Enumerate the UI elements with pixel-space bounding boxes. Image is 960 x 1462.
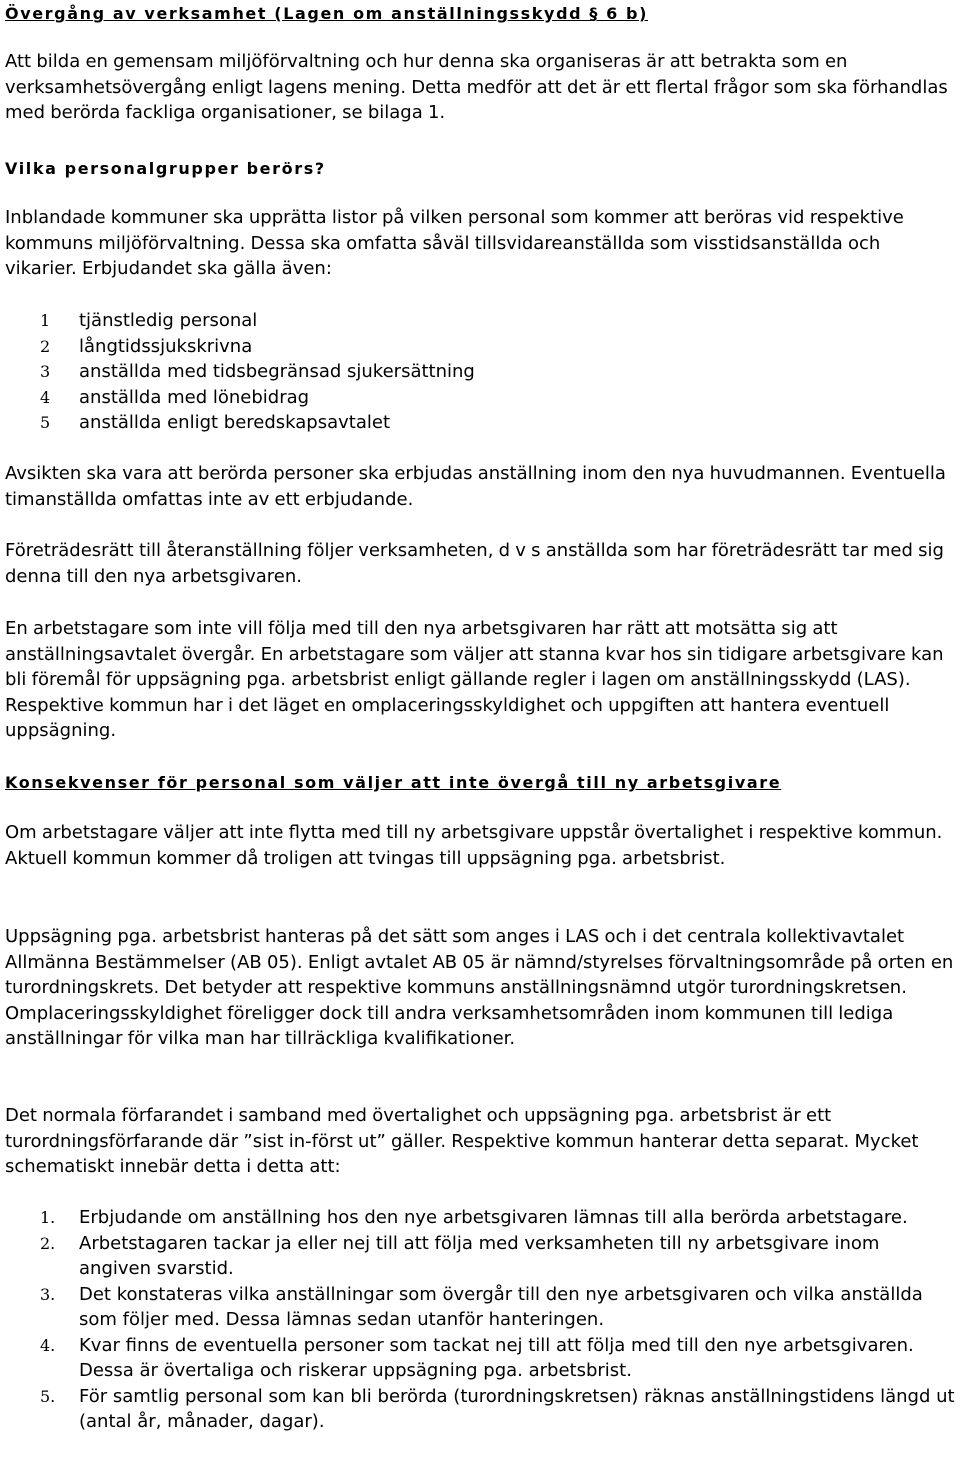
list-item (5, 1282, 957, 1333)
list-item-text: Erbjudande om anställning hos den nye arbetsgivaren lämnas till alla berörda arbetstagare. (79, 1207, 908, 1228)
list-item-text: anställda enligt beredskapsavtalet (79, 412, 391, 433)
paragraph-uppsagning: Uppsägning pga. arbetsbrist hanteras på det sätt som anges i LAS och i det centrala kollektivavtalet Allmänna Bestämmelser (AB 05). Enligt avtalet AB 05 är nämnd/styrelses förvaltningsområde på orten en turordningskrets. Det betyder att respektive kommuns anställningsnämnd utgör turordningskretsen. Omplaceringsskyldighet föreligger dock till andra verksamhetsområden inom kommunen till lediga anställningar för vilka man har tillräckliga kvalifikationer. (5, 926, 954, 1049)
list-number: 5. (40, 1386, 56, 1406)
procedure-steps-list (5, 1205, 957, 1435)
list-number: 2 (40, 336, 51, 356)
list-item (5, 308, 957, 334)
list-item (5, 334, 957, 360)
list-item (5, 1384, 957, 1435)
list-item (5, 1333, 957, 1384)
personnel-group-list (5, 308, 957, 436)
list-number: 5 (40, 413, 51, 432)
list-item (5, 410, 957, 436)
paragraph-foretradesratt: Företrädesrätt till återanställning följer verksamheten, d v s anställda som har företrädesrätt tar med sig denna till den nya arbetsgivaren. (5, 540, 944, 587)
list-number: 1 (40, 311, 51, 330)
paragraph-avsikten: Avsikten ska vara att berörda personer ska erbjudas anställning inom den nya huvudmannen. Eventuella timanställda omfattas inte av ett erbjudande. (5, 463, 946, 510)
paragraph-intro: Att bilda en gemensam miljöförvaltning och hur denna ska organiseras är att betrakta som en verksamhetsövergång enligt lagens mening. Detta medför att det är ett flertal frågor som ska förhandlas med berörda fackliga organisationer, se bilaga 1. (5, 51, 948, 123)
list-item (5, 1231, 957, 1282)
list-number: 1. (40, 1208, 56, 1227)
list-number: 2. (40, 1233, 56, 1253)
list-item (5, 385, 957, 411)
list-number: 4. (40, 1335, 56, 1355)
list-item-text: Arbetstagaren tackar ja eller nej till att följa med verksamheten till ny arbetsgivare inom angiven svarstid. (79, 1232, 880, 1279)
list-number: 3 (40, 362, 51, 381)
paragraph-overtalighet: Om arbetstagare väljer att inte flytta med till ny arbetsgivare uppstår övertalighet i respektive kommun. Aktuell kommun kommer då troligen att tvingas till uppsägning pga. arbetsbrist. (5, 822, 943, 869)
heading-konsekvenser: Konsekvenser för personal som väljer att inte övergå till ny arbetsgivare (5, 773, 782, 792)
list-item-text: långtidssjukskrivna (79, 335, 253, 357)
list-item-text: tjänstledig personal (79, 310, 258, 331)
list-item-text: Kvar finns de eventuella personer som tackat nej till att följa med till den nye arbetsgivaren. Dessa är övertaliga och riskerar uppsägning pga. arbetsbrist. (79, 1334, 914, 1381)
paragraph-forfarandet: Det normala förfarandet i samband med övertalighet och uppsägning pga. arbetsbrist är ett turordningsförfarande där ”sist in-först ut” gäller. Respektive kommun hanterar detta separat. Mycket schematiskt innebär detta i detta att: (5, 1105, 919, 1177)
list-number: 3. (40, 1284, 56, 1304)
paragraph-listor: Inblandade kommuner ska upprätta listor på vilken personal som kommer att beröras vid respektive kommuns miljöförvaltning. Dessa ska omfatta såväl tillsvidareanställda som visstidsanställda och vikarier. Erbjudandet ska gälla även: (5, 207, 904, 279)
list-item (5, 1205, 957, 1231)
list-number: 4 (40, 387, 51, 407)
heading-personalgrupper: Vilka personalgrupper berörs? (5, 159, 326, 178)
list-item-text: Det konstateras vilka anställningar som övergår till den nye arbetsgivaren och vilka anställda som följer med. Dessa lämnas sedan utanför hanteringen. (79, 1283, 923, 1330)
heading-overgang: Övergång av verksamhet (Lagen om anställningsskydd § 6 b) (5, 4, 648, 23)
paragraph-arbetstagare: En arbetstagare som inte vill följa med till den nya arbetsgivaren har rätt att motsätta sig att anställningsavtalet övergår. En arbetstagare som väljer att stanna kvar hos sin tidigare arbetsgivare kan bli föremål för uppsägning pga. arbetsbrist enligt gällande regler i lagen om anställningsskydd (LAS). Respektive kommun har i det läget en omplaceringsskyldighet och uppgiften att hantera eventuell uppsägning. (5, 618, 944, 741)
list-item-text: För samtlig personal som kan bli berörda (turordningskretsen) räknas anställningstidens längd ut (antal år, månader, dagar). (79, 1385, 955, 1432)
list-item-text: anställda med lönebidrag (79, 386, 310, 408)
list-item (5, 359, 957, 385)
list-item-text: anställda med tidsbegränsad sjukersättning (79, 361, 475, 382)
